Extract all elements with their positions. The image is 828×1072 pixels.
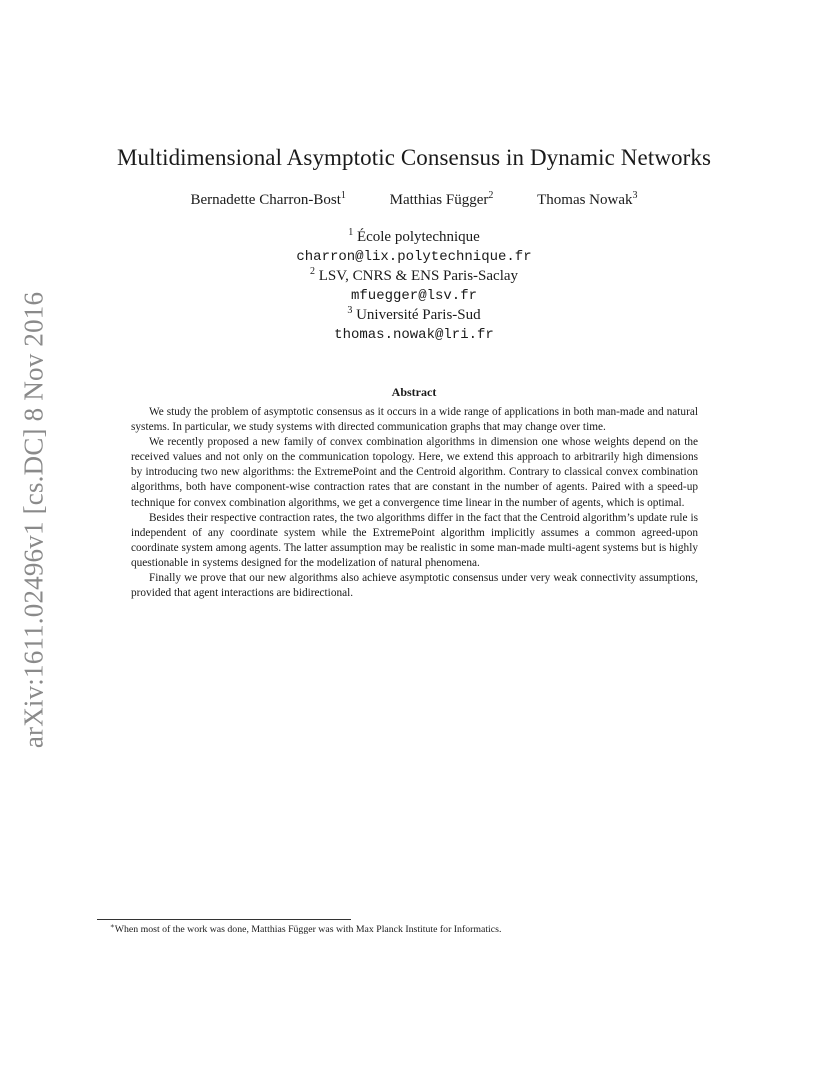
affiliation-3	[0, 306, 828, 326]
affiliation-mark: 1	[340, 190, 346, 201]
author-email: charron@lix.polytechnique.fr	[296, 248, 532, 265]
paper-title: Multidimensional Asymptotic Consensus in Dynamic Networks	[116, 145, 712, 170]
affiliation-2	[0, 267, 828, 287]
abstract-paragraph: We study the problem of asymptotic consensus as it occurs in a wide range of applications in both man-made and natural systems. In particular, we study systems with directed communication graphs that may change over time.	[131, 406, 698, 434]
affiliation-mark: 2	[488, 190, 494, 201]
arxiv-sidebar	[14, 286, 54, 754]
author-2	[390, 192, 494, 209]
author-list	[0, 192, 828, 209]
author-1	[190, 192, 345, 209]
institution-name: LSV, CNRS & ENS Paris-Saclay	[318, 268, 519, 284]
affiliation-mark: 2	[309, 266, 315, 277]
institution-name: Université Paris-Sud	[356, 307, 481, 323]
footnote-text: When most of the work was done, Matthias Függer was with Max Planck Institute for Informatics.	[114, 924, 502, 935]
affiliation-mark: 3	[632, 190, 638, 201]
author-name: Bernadette Charron-Bost	[190, 192, 341, 208]
affiliation-mark: 1	[348, 227, 354, 238]
author-name: Matthias Függer	[389, 192, 489, 208]
affiliation-1	[0, 228, 828, 248]
abstract-paragraph: We recently proposed a new family of convex combination algorithms in dimension one whose weights depend on the received values and not only on the communication topology. Here, we extend this approach to arbitrarily high dimensions by introducing two new algorithms: the ExtremePoint and the Centroid algorithm. Contrary to classical convex combination algorithms, both have component-wise contraction rates that are constant in the number of agents. Paired with a speed-up technique for convex combination algorithms, we get a convergence time linear in the number of agents, which is optimal.	[131, 436, 698, 509]
abstract-paragraph: Finally we prove that our new algorithms also achieve asymptotic consensus under very weak connectivity assumptions, provided that agent interactions are bidirectional.	[131, 572, 698, 600]
abstract-paragraph: Besides their respective contraction rates, the two algorithms differ in the fact that the Centroid algorithm’s update rule is independent of any coordinate system while the ExtremePoint algorithm implicitly assumes a common agreed-upon coordinate system among agents. The latter assumption may be realistic in some man-made multi-agent systems but is highly questionable in systems designed for the modelization of natural phenomena.	[131, 511, 698, 569]
arxiv-identifier: arXiv:1611.02496v1 [cs.DC] 8 Nov 2016	[18, 291, 49, 749]
footnote-divider	[97, 919, 351, 920]
author-3	[537, 192, 637, 209]
institution-name: École polytechnique	[356, 229, 480, 245]
abstract-body	[131, 405, 698, 601]
abstract-heading: Abstract	[391, 385, 437, 399]
footnote	[110, 924, 730, 936]
author-email: mfuegger@lsv.fr	[350, 287, 478, 304]
author-name: Thomas Nowak	[537, 192, 633, 208]
footnote-mark: ∗	[110, 922, 115, 930]
author-email: thomas.nowak@lri.fr	[334, 326, 494, 343]
affiliation-list	[0, 228, 828, 345]
affiliation-mark: 3	[347, 305, 353, 316]
